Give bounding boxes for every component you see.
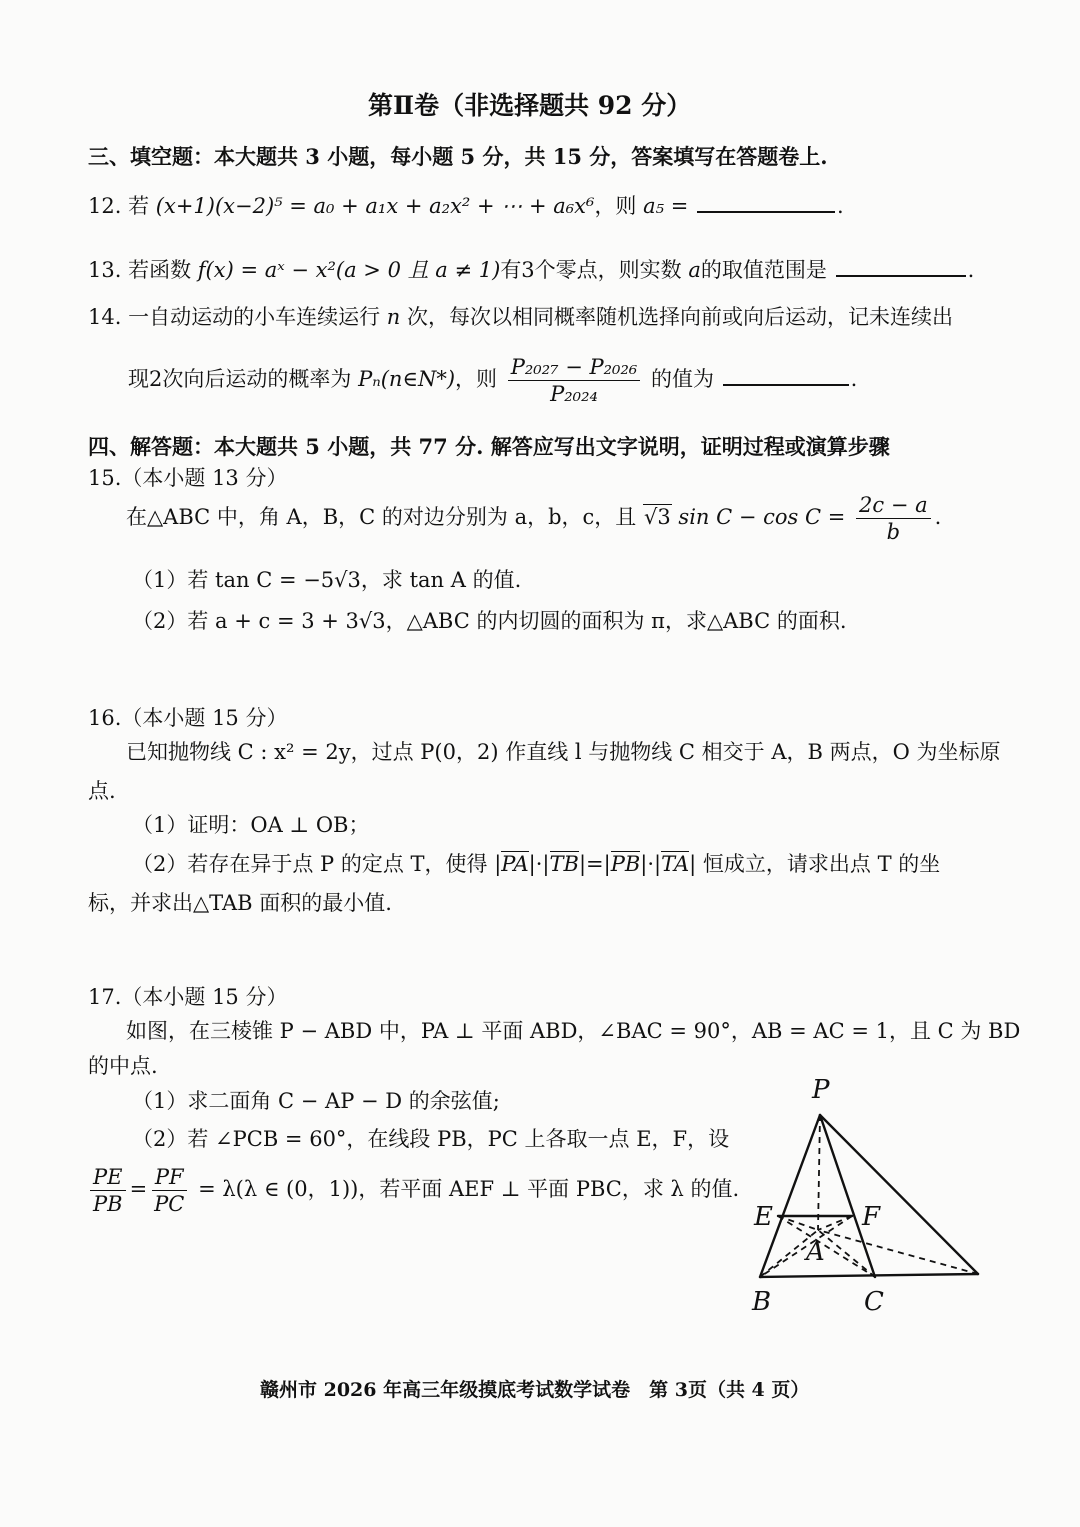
question-12: 12. 若 (x+1)(x−2)⁵ = a₀ + a₁x + a₂x² + ⋯ + a₆x⁶，则 a₅ = . [88, 194, 844, 218]
question-text: 有3个零点，则实数 [500, 258, 682, 282]
question-15-part1: （1）若 tan C = −5√3，求 tan A 的值. [132, 568, 522, 592]
fraction-denominator: P₂₀₂₄ [550, 382, 598, 406]
section-4-heading: 四、解答题：本大题共 5 小题，共 77 分. 解答应写出文字说明，证明过程或演算步骤 [88, 434, 890, 459]
formula: sin C − cos C = [678, 505, 846, 529]
edge-pc [820, 1115, 875, 1277]
question-14-line1 [88, 303, 953, 331]
question-text: 的取值范围是 [700, 258, 827, 282]
edge-pa [818, 1115, 820, 1230]
question-text: 若函数 [128, 258, 192, 282]
answer-blank[interactable] [836, 257, 966, 277]
question-16-part2: （2）若存在异于点 P 的定点 T，使得 |PA|·|TB|=|PB|·|TA| 恒成立，请求出点 T 的坐 [132, 852, 941, 876]
question-text: （2）若存在异于点 P 的定点 T，使得 [132, 852, 488, 876]
question-17-part2-cont: $\frac{PE}{PB}$ = $\frac{PF}{PC}$ = λ(λ ∈ (0，1))，若平面 AEF ⊥ 平面 PBC，求 λ 的值. [86, 1164, 739, 1217]
vector-pa: PA [501, 852, 529, 876]
question-17-part2: （2）若 ∠PCB = 60°，在线段 PB，PC 上各取一点 E，F，设 [132, 1127, 730, 1151]
fraction-numerator: PE [90, 1164, 125, 1191]
formula: (x+1)(x−2)⁵ = a₀ + a₁x + a₂x² + ⋯ + a₆x⁶ [155, 194, 595, 218]
label-p: P [812, 1075, 830, 1105]
fraction [856, 492, 931, 545]
question-text: 恒成立，请求出点 T 的坐 [702, 852, 941, 876]
question-text: 次，每次以相同概率随机选择向前或向后运动，记未连续出 [407, 305, 953, 329]
pyramid-figure [740, 1070, 1000, 1320]
formula: f(x) = aˣ − x²(a > 0 且 a ≠ 1) [197, 258, 501, 282]
question-text: 的值为 [650, 367, 714, 391]
question-17-stem: 如图，在三棱锥 P − ABD 中，PA ⊥ 平面 ABD，∠BAC = 90°，AB = AC = 1，且 C 为 BD [126, 1019, 1021, 1043]
edge-bd [760, 1274, 978, 1277]
section-3-heading: 三、填空题：本大题共 3 小题，每小题 5 分，共 15 分，答案填写在答题卷上. [88, 144, 828, 169]
fraction-denominator: b [886, 520, 901, 544]
question-15-stem: 在△ABC 中，角 A，B，C 的对边分别为 a，b，c，且 √3 sin C − cos C = $\frac{2c - a}{b}$ . [126, 493, 942, 544]
label-a: A [806, 1237, 825, 1267]
vector-ta: TA [661, 852, 690, 876]
question-number: 12. [88, 194, 122, 218]
segment-fa [818, 1216, 852, 1230]
question-text: 在△ABC 中，角 A，B，C 的对边分别为 a，b，c，且 [126, 505, 637, 529]
question-16-part1: （1）证明：OA ⊥ OB； [132, 813, 370, 837]
label-f: F [862, 1202, 881, 1232]
fraction [508, 354, 641, 407]
question-17-number: 17.（本小题 15 分） [88, 985, 288, 1009]
question-15-number: 15.（本小题 13 分） [88, 466, 288, 490]
vector-pb: PB [610, 852, 641, 876]
question-16-part2-cont: 标，并求出△TAB 面积的最小值. [88, 891, 392, 915]
question-number: 13. [88, 258, 122, 282]
page-footer: 赣州市 2026 年高三年级摸底考试数学试卷 第 3页（共 4 页） [260, 1379, 810, 1401]
answer-blank[interactable] [723, 366, 849, 386]
question-16-stem: 已知抛物线 C : x² = 2y，过点 P(0，2) 作直线 l 与抛物线 C 相交于 A，B 两点，O 为坐标原 [126, 740, 1001, 764]
answer-blank[interactable] [697, 193, 835, 213]
label-c: C [864, 1287, 884, 1317]
fraction-denominator: PC [154, 1192, 185, 1216]
question-17-part1: （1）求二面角 C − AP − D 的余弦值; [132, 1089, 500, 1113]
sqrt-symbol: √3 [643, 505, 671, 529]
fraction [90, 1164, 126, 1217]
question-text: 一自动运动的小车连续运行 [128, 305, 381, 329]
fraction-numerator: PF [152, 1164, 187, 1191]
label-e: E [754, 1202, 773, 1232]
question-number: 14. [88, 305, 122, 329]
question-text: ，则 [455, 367, 498, 391]
fraction-denominator: PB [93, 1192, 123, 1216]
question-13: 13. 若函数 f(x) = aˣ − x²(a > 0 且 a ≠ 1)有3个零点，则实数 a的取值范围是 . [88, 258, 975, 282]
formula: Pₙ(n∈N*) [358, 367, 456, 391]
edge-pd [820, 1115, 978, 1274]
formula: a [688, 258, 701, 282]
fraction-numerator: 2c − a [856, 492, 931, 519]
question-text: = λ(λ ∈ (0，1))，若平面 AEF ⊥ 平面 PBC，求 λ 的值. [198, 1177, 740, 1201]
question-16-number: 16.（本小题 15 分） [88, 706, 288, 730]
question-16-stem-cont: 点. [88, 779, 116, 803]
fraction [151, 1164, 187, 1217]
question-17-stem-cont: 的中点. [88, 1054, 158, 1078]
question-text: ，则 [594, 194, 637, 218]
question-text: 现2次向后运动的概率为 [128, 367, 352, 391]
formula: n [386, 305, 401, 329]
fraction-numerator: P₂₀₂₇ − P₂₀₂₆ [508, 354, 641, 381]
segment-ec [778, 1216, 875, 1277]
question-15-part2: （2）若 a + c = 3 + 3√3，△ABC 的内切圆的面积为 π，求△ABC 的面积. [132, 609, 847, 633]
label-b: B [752, 1287, 772, 1317]
section-title: 第Ⅱ卷（非选择题共 92 分） [368, 91, 692, 120]
edge-ad [818, 1230, 978, 1274]
vector-tb: TB [549, 852, 579, 876]
formula: a₅ = [643, 194, 689, 218]
question-text: 若 [128, 194, 150, 218]
question-14-line2: 现2次向后运动的概率为 Pₙ(n∈N*)，则 $\frac{\text{P₂₀₂₇ − P₂₀₂₆}}{\text{P₂₀₂₄}}$ 的值为 . [128, 355, 858, 406]
